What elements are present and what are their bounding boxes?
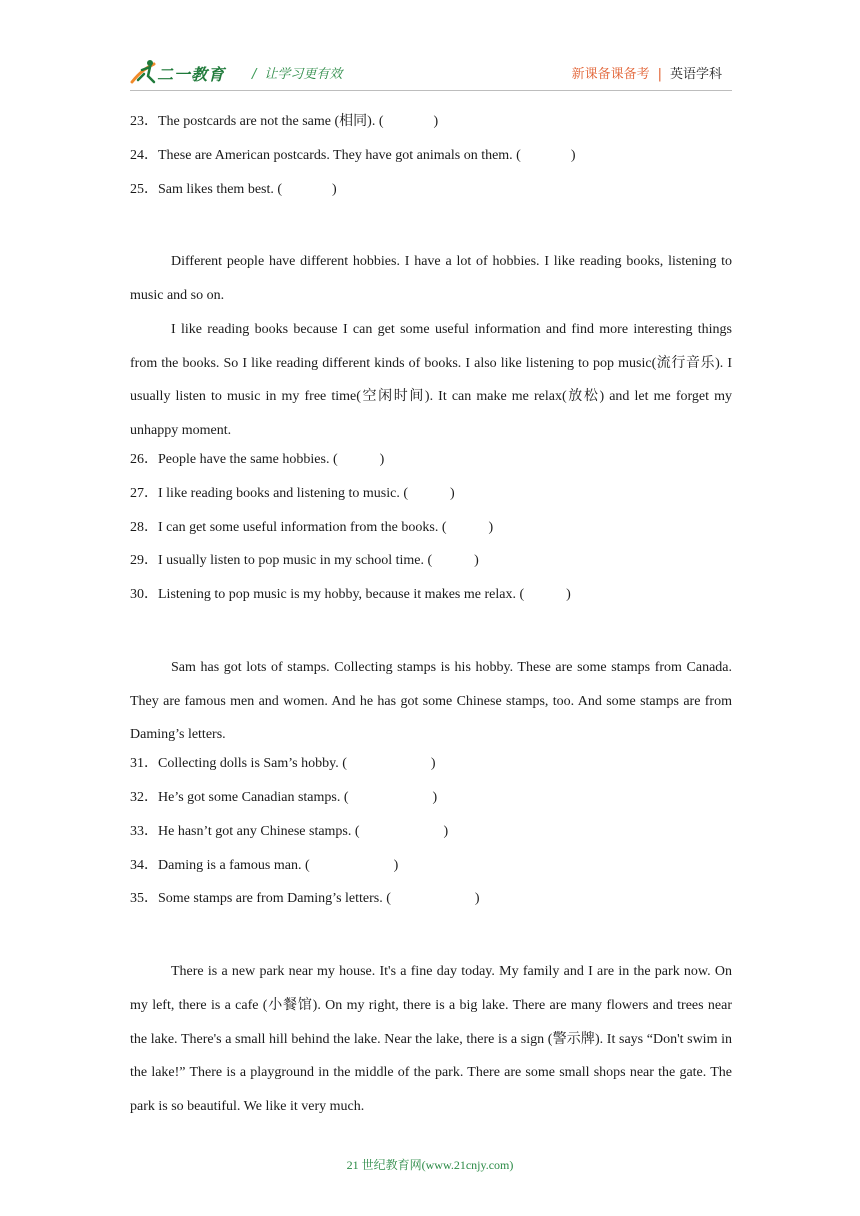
reading-paragraph: I like reading books because I can get some useful information and find more interesting things from the books. So I like reading different kinds of books. I also like listening to pop music(流行音乐). I usually listen to music in my free time(空闲时间). It can make me relax(放松) and let me forget my unhappy moment. — [130, 321, 732, 439]
slogan-separator: / — [252, 67, 257, 82]
question-item: 24．These are American postcards. They have got animals on them. ( ) — [130, 147, 576, 163]
question-item: 29．I usually listen to pop music in my school time. ( ) — [130, 553, 479, 569]
reading-paragraph: Sam has got lots of stamps. Collecting stamps is his hobby. These are some stamps from Canada. They are famous men and women. And he has got some Chinese stamps, too. And some stamps are from Daming’s letters. — [130, 659, 732, 743]
question-item: 28．I can get some useful information from the books. ( ) — [130, 519, 494, 535]
question-item: 31．Collecting dolls is Sam’s hobby. ( ) — [130, 756, 436, 772]
question-item: 23．The postcards are not the same (相同). ( ) — [130, 114, 439, 129]
question-item: 26．People have the same hobbies. ( ) — [130, 451, 385, 467]
question-item: 33．He hasn’t got any Chinese stamps. ( ) — [130, 823, 449, 839]
logo-text: 二一教育 — [157, 65, 226, 84]
page-footer: 21 世纪教育网(www.21cnjy.com) — [346, 1158, 514, 1172]
slogan-text: 让学习更有效 — [264, 67, 343, 82]
question-item: 27．I like reading books and listening to music. ( ) — [130, 485, 455, 501]
question-item: 25．Sam likes them best. ( ) — [130, 181, 337, 197]
header-subject — [572, 63, 722, 82]
reading-paragraph: Different people have different hobbies. I have a lot of hobbies. I like reading books, listening to music and so on. — [130, 254, 732, 303]
page-header — [130, 56, 732, 90]
reading-paragraph: There is a new park near my house. It's a fine day today. My family and I are in the park now. On my left, there is a cafe (小餐馆). On my right, there is a big lake. There are many flowers and trees near the lake. There's a small hill behind the lake. Near the lake, there is a sign (警示牌). It says “Don't swim in the lake!” There is a playground in the middle of the park. There are some small shops near the gate. The park is so beautiful. We like it very much. — [130, 963, 732, 1115]
question-item: 32．He’s got some Canadian stamps. ( ) — [130, 789, 438, 805]
header-course-label: 新课备课备考 — [571, 67, 650, 82]
spacer — [130, 921, 732, 955]
header-subject-label: 英语学科 — [669, 67, 722, 82]
header-slogan — [252, 63, 342, 82]
question-item: 34．Daming is a famous man. ( ) — [130, 857, 399, 873]
question-item: 35．Some stamps are from Daming’s letters. ( ) — [130, 891, 480, 907]
header-divider: | — [657, 67, 662, 82]
question-item: 30．Listening to pop music is my hobby, because it makes me relax. ( ) — [130, 587, 571, 603]
document-body — [130, 110, 732, 1124]
header-divider-line — [130, 90, 732, 91]
spacer — [130, 617, 732, 651]
spacer — [130, 211, 732, 245]
